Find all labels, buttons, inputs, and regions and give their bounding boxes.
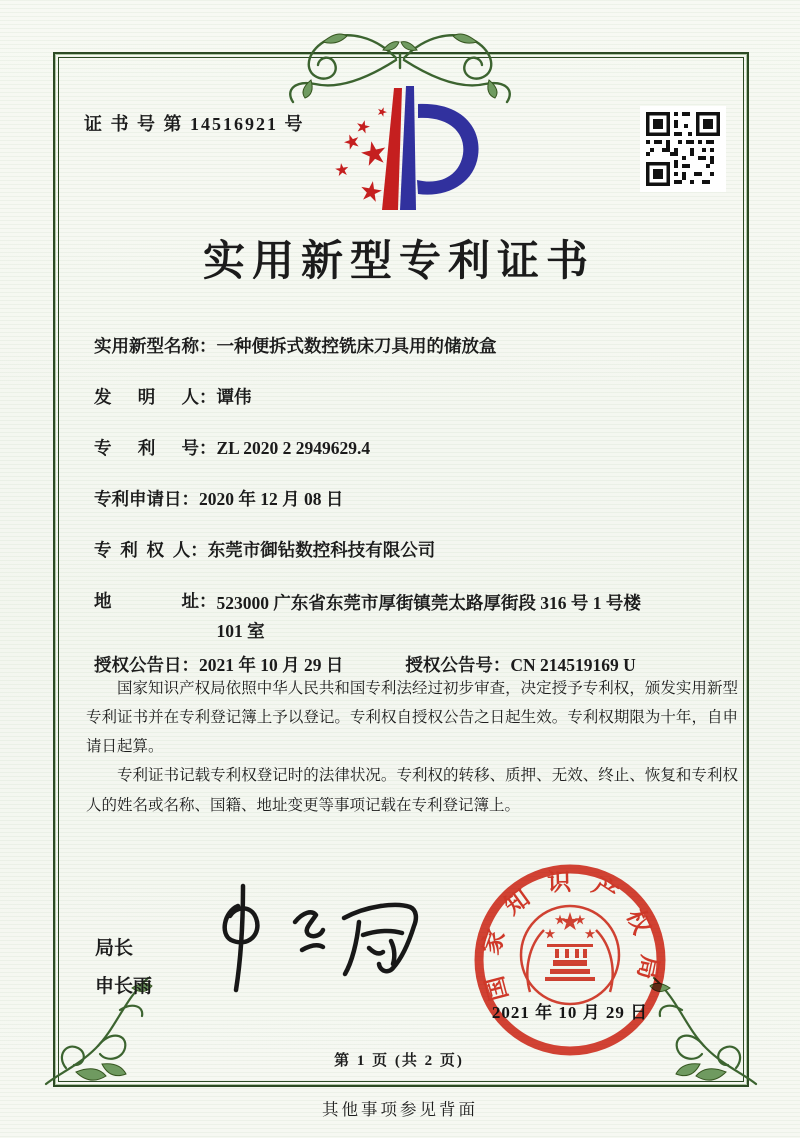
field-value: CN 214519169 U <box>510 655 636 675</box>
field-label: 地 址： <box>94 591 217 611</box>
certificate-number: 证 书 号 第 14516921 号 <box>84 114 305 134</box>
field-row-inventor <box>94 385 734 409</box>
handwritten-signature-icon <box>198 878 436 1006</box>
official-red-seal-icon <box>470 860 670 1060</box>
signer-title: 局长 <box>95 938 134 959</box>
seal-agency-text: 国家知识产权局 <box>477 869 663 1004</box>
certificate-fields <box>94 334 734 677</box>
certificate-title: 实用新型专利证书 <box>202 239 595 285</box>
signer-name: 申长雨 <box>95 976 153 997</box>
field-label: 发 明 人： <box>94 387 217 407</box>
field-row-filing-date <box>94 487 734 511</box>
field-value: ZL 2020 2 2949629.4 <box>216 438 371 458</box>
back-side-note: 其他事项参见背面 <box>322 1100 478 1119</box>
field-label: 授权公告日： <box>94 655 199 675</box>
field-value: 东莞市御钻数控科技有限公司 <box>207 540 436 560</box>
field-label: 实用新型名称： <box>94 336 217 356</box>
legal-paragraph-grant: 国家知识产权局依照中华人民共和国专利法经过初步审查，决定授予专利权，颁发实用新型专利证书并在专利登记簿上予以登记。专利权自授权公告之日起生效。专利权期限为十年，自申请日起算。 <box>86 680 738 756</box>
field-row-address <box>94 589 734 645</box>
legal-text <box>86 674 738 820</box>
field-value: 谭伟 <box>216 387 252 407</box>
field-value: 一种便拆式数控铣床刀具用的储放盒 <box>216 336 497 356</box>
legal-paragraph-register: 专利证书记载专利权登记时的法律状况。专利权的转移、质押、无效、终止、恢复和专利权人的姓名或名称、国籍、地址变更等事项记载在专利登记簿上。 <box>86 767 738 814</box>
field-row-patentee <box>94 538 734 562</box>
svg-text:国家知识产权局 <box>477 869 664 1004</box>
field-value: 523000 广东省东莞市厚街镇莞太路厚街段 316 号 1 号楼 101 室 <box>216 593 641 641</box>
field-label: 专利申请日： <box>94 489 199 509</box>
seal-date: 2021 年 10 月 29 日 <box>491 1003 649 1022</box>
field-label: 授权公告号： <box>405 655 511 675</box>
field-label: 专 利 权 人： <box>94 540 208 560</box>
cnipa-logo-icon <box>330 82 480 220</box>
field-row-patent-number <box>94 436 734 460</box>
field-value: 2020 年 12 月 08 日 <box>199 489 344 509</box>
field-value: 2021 年 10 月 29 日 <box>199 655 344 675</box>
page-number: 第 1 页 (共 2 页) <box>334 1053 464 1069</box>
qr-code-icon <box>640 106 726 192</box>
field-label: 专 利 号： <box>94 438 217 458</box>
field-row-utility-model-name <box>94 334 734 358</box>
